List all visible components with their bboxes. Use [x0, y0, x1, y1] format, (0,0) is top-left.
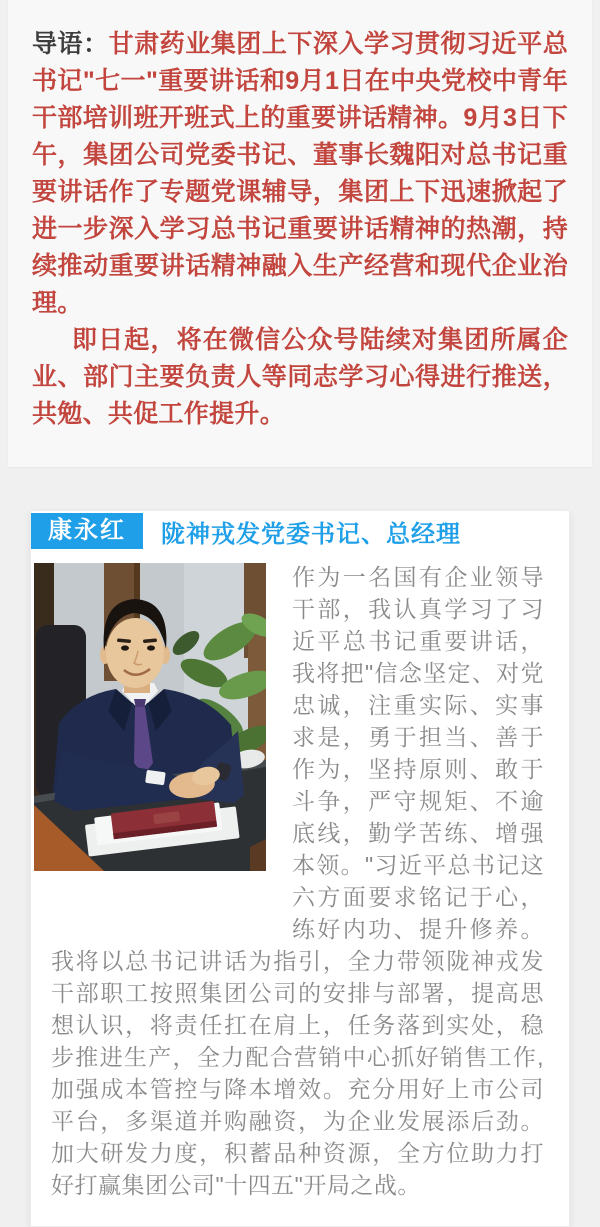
intro-paragraph-1 [32, 26, 568, 322]
statement-text: 作为一名国有企业领导干部，我认真学习了习近平总书记重要讲话，我将把"信念坚定、对党忠诚，注重实际、实事求是，勇于担当、善于作为，坚持原则、敢于斗争，严守规矩、不逾底线，勤学苦练、增强本领。"习近平总书记这六方面要求铭记于心，练好内功、提升修养。我将以总书记讲话为指引，全力带领陇神戎发干部职工按照集团公司的安排与部署，提高思想认识，将责任扛在肩上，任务落到实处，稳步推进生产，全力配合营销中心抓好销售工作,加强成本管控与降本增效。充分用好上市公司平台，多渠道并购融资，为企业发展添后劲。加大研发力度，积蓄品种资源，全方位助力打好打赢集团公司"十四五"开局之战。 [51, 564, 544, 1198]
intro-label: 导语： [32, 30, 109, 58]
profile-card [30, 510, 570, 1227]
intro-paragraph-2: 即日起，将在微信公众号陆续对集团所属企业、部门主要负责人等同志学习心得进行推送，共勉、共促工作提升。 [32, 326, 568, 428]
badge-row [31, 511, 569, 549]
card-content [31, 549, 569, 1201]
portrait-photo-illustration [34, 563, 266, 871]
role-title: 陇神戎发党委书记、总经理 [161, 520, 461, 548]
intro-block [8, 0, 592, 467]
portrait-photo [34, 563, 266, 871]
intro-paragraph-1-text: 甘肃药业集团上下深入学习贯彻习近平总书记"七一"重要讲话和9月1日在中央党校中青年干部培训班开班式上的重要讲话精神。9月3日下午，集团公司党委书记、董事长魏阳对总书记重要讲话作了专题党课辅导，集团上下迅速掀起了进一步深入学习总书记重要讲话精神的热潮，持续推动重要讲话精神融入生产经营和现代企业治理。 [32, 30, 568, 317]
name-badge: 康永红 [31, 513, 143, 549]
